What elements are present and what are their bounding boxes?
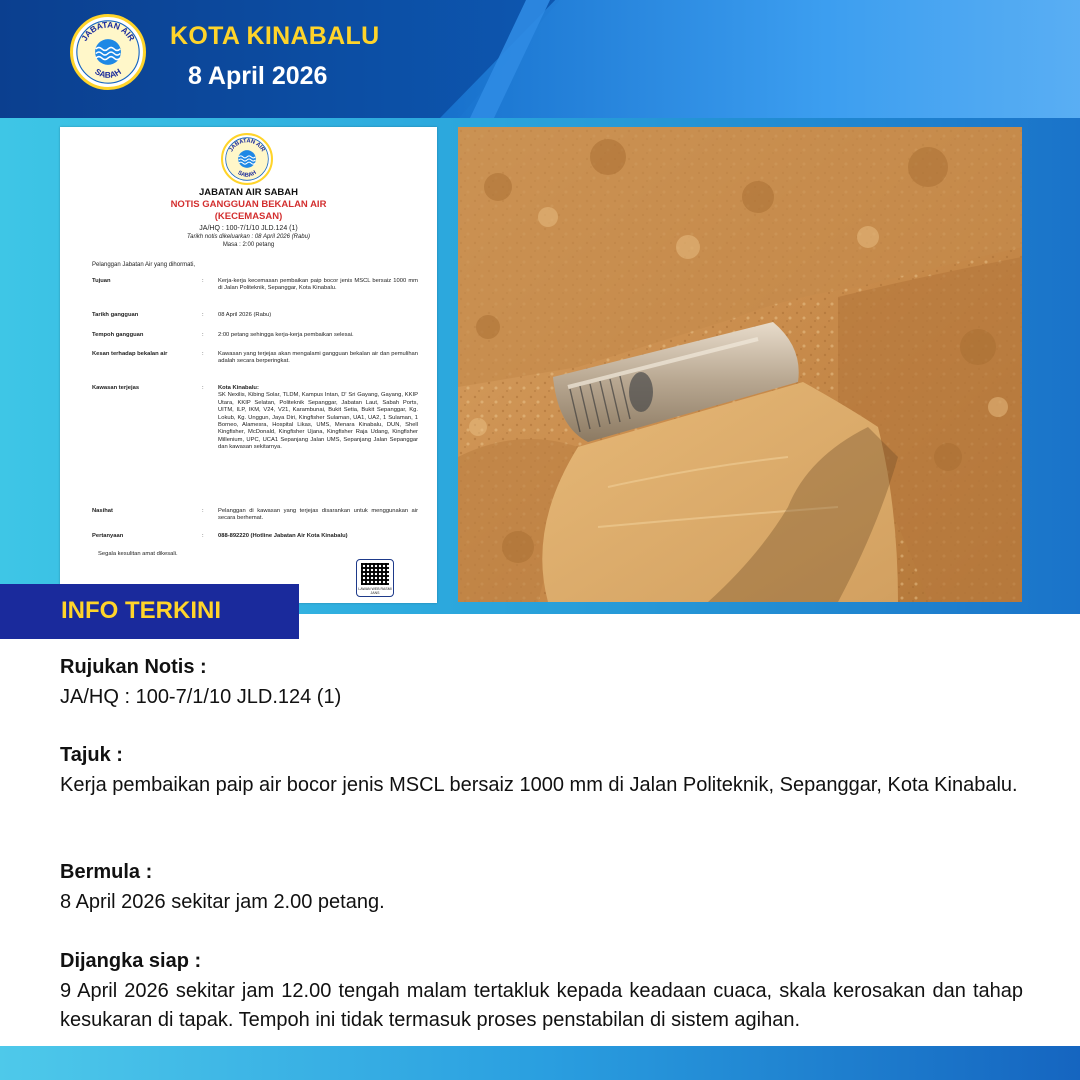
info-terkini-tag bbox=[0, 584, 299, 639]
section-title-bermula: Bermula : bbox=[60, 861, 153, 883]
notice-greeting: Pelanggan Jabatan Air yang dihormati, bbox=[92, 262, 196, 268]
notice-row-label: Kawasan terjejas bbox=[92, 385, 140, 391]
section-title-dijangka-siap: Dijangka siap : bbox=[60, 950, 202, 972]
notice-row-label: Tempoh gangguan bbox=[92, 332, 144, 338]
section-body-rujukan: JA/HQ : 100-7/1/10 JLD.124 (1) bbox=[60, 686, 342, 708]
section-body-bermula: 8 April 2026 sekitar jam 2.00 petang. bbox=[60, 891, 385, 913]
notice-heading: JABATAN AIR SABAH bbox=[198, 187, 299, 198]
qr-code-pattern bbox=[361, 563, 389, 585]
notice-closing: Segala kesulitan amat dikesali. bbox=[98, 551, 178, 557]
notice-row-label: Pertanyaan bbox=[92, 533, 124, 539]
notice-row-label: Tarikh gangguan bbox=[92, 312, 139, 318]
notice-row-label: Tujuan bbox=[92, 278, 111, 284]
section-title-tajuk: Tajuk : bbox=[60, 744, 123, 766]
header-banner bbox=[0, 0, 1080, 118]
header-city: KOTA KINABALU bbox=[170, 22, 380, 50]
svg-text:SABAH: SABAH bbox=[236, 169, 258, 179]
notice-title: NOTIS GANGGUAN BEKALAN AIR bbox=[170, 199, 327, 210]
notice-subtitle: (KECEMASAN) bbox=[214, 211, 283, 222]
header-date: 8 April 2026 bbox=[188, 62, 328, 90]
section-title-rujukan: Rujukan Notis : bbox=[60, 656, 207, 678]
pipe-excavation-photo bbox=[458, 127, 1022, 602]
notice-row-value: 088-892220 (Hotline Jabatan Air Kota Kinabalu) bbox=[218, 533, 348, 539]
notice-reference: JA/HQ : 100-7/1/10 JLD.124 (1) bbox=[199, 225, 298, 232]
section-body-dijangka-siap: 9 April 2026 sekitar jam 12.00 tengah malam tertakluk kepada keadaan cuaca, skala kerosakan dan tahap kesukaran di tapak. Tempoh ini tidak termasuk proses penstabilan di sistem agihan. bbox=[60, 980, 1023, 1031]
section-body-tajuk: Kerja pembaikan paip air bocor jenis MSCL bersaiz 1000 mm di Jalan Politeknik, Sepanggar, Kota Kinabalu. bbox=[60, 774, 1018, 796]
svg-text:SABAH: SABAH bbox=[93, 66, 123, 80]
footer-bar bbox=[0, 1046, 1080, 1080]
info-terkini-label: INFO TERKINI bbox=[61, 597, 221, 624]
svg-text:JABATAN AIR: JABATAN AIR bbox=[228, 138, 266, 154]
notice-row-label: Kesan terhadap bekalan air bbox=[92, 351, 168, 357]
notice-row-value: SK Nexilis, Kibing Solar, TLDM, Kampus Intan, D' Sri Gayang, Gayang, KKIP Utara, KKIP Selatan, Politeknik Sepanggar, Jabatan Laut, Sabah Ports, UITM, ILP, IKM, V24, V21, Karambunai, Bukit Setia, Bukit Sepanggar, Kg. Lokub, Kg. Unggun, Jaya Diri, Kingfisher Sulaman, UA1, UA2, 1 Sulaman, 1 Borneo, Alamesra, Hospital Likas, UMS, Menara Kinabalu, DUN, Shell Kingfisher, McDonald, Kingfisher Ujana, Kingfisher Raja Udang, Kingfisher Millenium, UPC, UCA1 Sepanjang Jalan UMS, Sepanjang Jalan Sepanggar dan kawasan sekitarnya. bbox=[218, 392, 418, 451]
notice-row-value: Kawasan yang terjejas akan mengalami gangguan bekalan air dan pemulihan adalah secara berperingkat. bbox=[218, 351, 418, 365]
notice-row-value: 2:00 petang sehingga kerja-kerja pembaikan selesai. bbox=[218, 332, 354, 338]
svg-text:JABATAN AIR: JABATAN AIR bbox=[78, 19, 137, 43]
notice-logo bbox=[221, 133, 273, 185]
notice-time: Masa : 2:00 petang bbox=[222, 242, 275, 248]
notice-row-value-title: Kota Kinabalu: bbox=[218, 385, 259, 391]
jabatan-air-sabah-logo bbox=[70, 14, 146, 90]
notice-issued-date: Tarikh notis dikeluarkan : 08 April 2026 (Rabu) bbox=[187, 234, 310, 240]
qr-code bbox=[356, 559, 394, 597]
notice-row-value: 08 April 2026 (Rabu) bbox=[218, 312, 272, 318]
notice-row-value: Pelanggan di kawasan yang terjejas disarankan untuk menggunakan air secara berhemat. bbox=[218, 508, 418, 522]
notice-row-label: Nasihat bbox=[92, 508, 113, 514]
notice-document: JABATAN AIR SABAH JABATAN AIR SABAH NOTIS GANGGUAN BEKALAN AIR (KECEMASAN) JA/HQ : 100-7/1/10 JLD.124 (1) Tarikh notis dikeluarkan : 08 April 2026 (Rabu) Masa : 2:00 petang Pelanggan Jabatan Air yang dihormati, Tujuan : Kerja-kerja kecemasan pembaikan paip bocor jenis MSCL bersaiz 1000 mm di Jalan Politeknik, Sepanggar, Kota Kinabalu. Tarikh gangguan : 08 April 2026 (Rabu) Tempoh gangguan : 2:00 petang sehingga kerja-kerja pembaikan selesai. Kesan terhadap bekalan air : Kawasan yang terjejas akan mengalami gangguan bekalan air dan pemulihan adalah secara berperingkat. Kawasan terjejas : Kota Kinabalu: SK Nexilis, Kibing Solar, TLDM, Kampus Intan, D' Sri Gayang, Gayang, KKIP Utara, KKIP Selatan, Politeknik Sepanggar, Jabatan Laut, Sabah Ports, UITM, ILP, IKM, V24, V21, Karambunai, Bukit Setia, Bukit Sepanggar, Kg. Lokub, Kg. Unggun, Jaya Diri, Kingfisher Sulaman, UA1, UA2, 1 Sulaman, 1 Borneo, Alamesra, Hospital Likas, UMS, Menara Kinabalu, DUN, Shell Kingfisher, McDonald, Kingfisher Ujana, Kingfisher Raja Udang, Kingfisher Millenium, UPC, UCA1 Sepanjang Jalan UMS, Sepanjang Jalan Sepanggar dan kawasan sekitarnya. Nasihat : Pelanggan di kawasan yang terjejas disarankan untuk menggunakan air secara berhemat. Pertanyaan : 088-892220 (Hotline Jabatan Air Kota Kinabalu) Segala kesulitan amat dikesali. LAWAN WEB RASMI JANS bbox=[60, 127, 437, 603]
qr-caption: LAWAN WEB RASMI JANS bbox=[358, 587, 392, 595]
notice-row-value: Kerja-kerja kecemasan pembaikan paip bocor jenis MSCL bersaiz 1000 mm di Jalan Politeknik, Sepanggar, Kota Kinabalu. bbox=[218, 278, 418, 292]
